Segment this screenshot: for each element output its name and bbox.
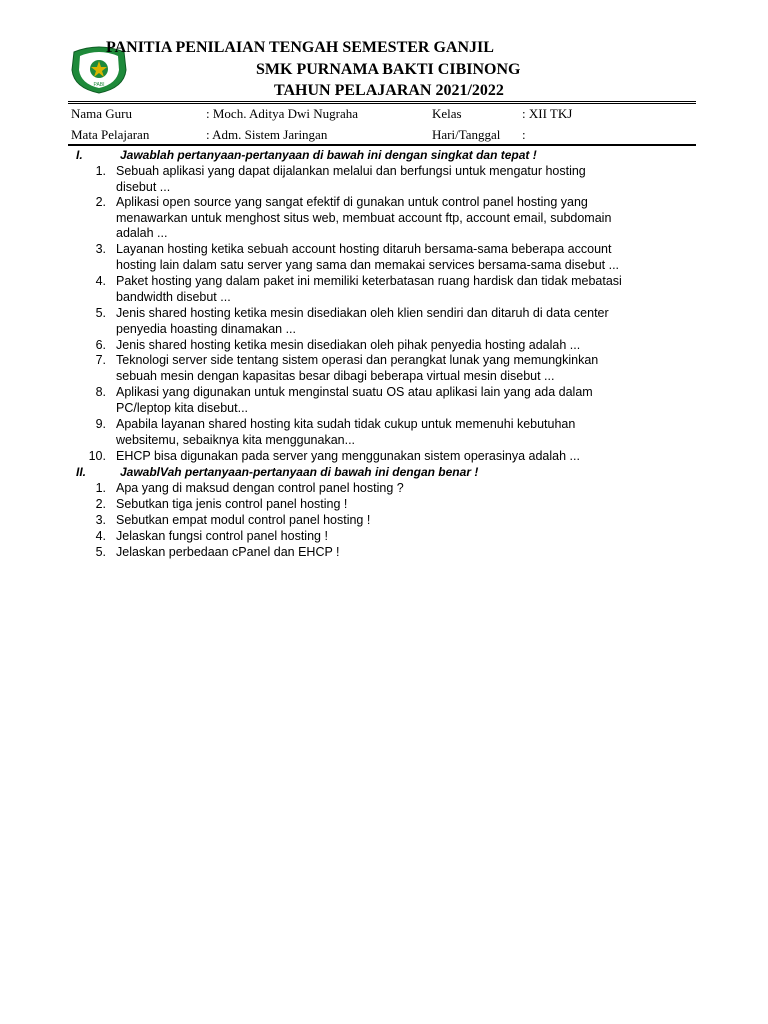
question-number: 3. xyxy=(95,242,106,256)
question-text: Jenis shared hosting ketika mesin disediakan oleh klien sendiri dan ditaruh di data center penyedia hoasting dinamakan ... xyxy=(116,306,609,336)
question-text: Teknologi server side tentang sistem operasi dan perangkat lunak yang memungkinkan sebuah mesin dengan kapasitas besar dibagi beberapa virtual mesin disebut ... xyxy=(116,353,599,383)
question-text: Sebuah aplikasi yang dapat dijalankan melalui dan berfungsi untuk mengatur hosting disebut ... xyxy=(116,164,586,194)
question-number: 4. xyxy=(95,274,106,288)
question-item xyxy=(88,417,688,448)
school-name: SMK PURNAMA BAKTI CIBINONG xyxy=(256,61,521,78)
question-number: 2. xyxy=(95,195,106,209)
committee-title: PANITIA PENILAIAN TENGAH SEMESTER GANJIL xyxy=(106,39,494,56)
question-item xyxy=(88,274,688,305)
question-item xyxy=(88,529,688,545)
question-number: 2. xyxy=(95,497,106,511)
question-text: Apabila layanan shared hosting kita sudah tidak cukup untuk memenuhi kebutuhan websitemu, sebaiknya kita menggunakan... xyxy=(116,417,576,447)
question-item xyxy=(88,195,688,242)
question-number: 5. xyxy=(95,545,106,559)
teacher-value: : Moch. Aditya Dwi Nugraha xyxy=(206,106,359,121)
question-text: Aplikasi yang digunakan untuk menginstal suatu OS atau aplikasi lain yang ada dalam PC/leptop kita disebut... xyxy=(116,385,593,415)
question-item xyxy=(88,353,688,384)
question-item xyxy=(88,449,688,465)
question-number: 1. xyxy=(95,164,106,178)
question-item xyxy=(88,242,688,273)
question-number: 1. xyxy=(95,481,106,495)
class-value: : XII TKJ xyxy=(522,106,573,121)
question-item xyxy=(88,497,688,513)
logo-text: PABI xyxy=(93,82,105,88)
question-number: 8. xyxy=(95,385,106,399)
section-1-heading: Jawablah pertanyaan-pertanyaan di bawah ini dengan singkat dan tepat ! xyxy=(120,148,537,162)
section-2-heading: JawablVah pertanyaan-pertanyaan di bawah ini dengan benar ! xyxy=(120,465,479,479)
question-number: 10. xyxy=(88,449,106,463)
question-number: 7. xyxy=(95,353,106,367)
question-text: EHCP bisa digunakan pada server yang menggunakan sistem operasinya adalah ... xyxy=(116,449,580,463)
question-number: 6. xyxy=(95,338,106,352)
question-text: Paket hosting yang dalam paket ini memiliki keterbatasan ruang hardisk dan tidak mebatasi bandwidth disebut ... xyxy=(116,274,622,304)
question-item xyxy=(88,164,688,195)
info-divider xyxy=(68,144,696,146)
section-2-number: II. xyxy=(76,465,87,479)
question-item xyxy=(88,338,688,354)
question-text: Apa yang di maksud dengan control panel hosting ? xyxy=(116,481,404,495)
question-text: Aplikasi open source yang sangat efektif di gunakan untuk control panel hosting yang menawarkan untuk menghost situs web, membuat account ftp, account email, subdomain adalah ... xyxy=(116,195,612,241)
question-number: 4. xyxy=(95,529,106,543)
question-item xyxy=(88,306,688,337)
academic-year: TAHUN PELAJARAN 2021/2022 xyxy=(274,82,504,99)
question-text: Jenis shared hosting ketika mesin disediakan oleh pihak penyedia hosting adalah ... xyxy=(116,338,581,352)
question-number: 9. xyxy=(95,417,106,431)
teacher-label: Nama Guru xyxy=(71,106,133,121)
subject-value: : Adm. Sistem Jaringan xyxy=(206,127,328,142)
date-label: Hari/Tanggal xyxy=(432,127,501,142)
question-text: Sebutkan tiga jenis control panel hosting ! xyxy=(116,497,348,511)
question-item xyxy=(88,385,688,416)
question-text: Jelaskan fungsi control panel hosting ! xyxy=(116,529,328,543)
question-number: 3. xyxy=(95,513,106,527)
question-text: Sebutkan empat modul control panel hosting ! xyxy=(116,513,371,527)
question-number: 5. xyxy=(95,306,106,320)
question-item xyxy=(88,545,688,561)
question-text: Jelaskan perbedaan cPanel dan EHCP ! xyxy=(116,545,340,559)
header-divider xyxy=(68,101,696,102)
subject-label: Mata Pelajaran xyxy=(71,127,150,142)
question-item xyxy=(88,513,688,529)
question-text: Layanan hosting ketika sebuah account hosting ditaruh bersama-sama beberapa account hosting lain dalam satu server yang sama dan memakai services bersama-sama disebut ... xyxy=(116,242,620,272)
section-1-number: I. xyxy=(76,148,83,162)
question-item xyxy=(88,481,688,497)
header-divider xyxy=(68,103,696,104)
date-value: : xyxy=(522,127,526,142)
class-label: Kelas xyxy=(432,106,462,121)
